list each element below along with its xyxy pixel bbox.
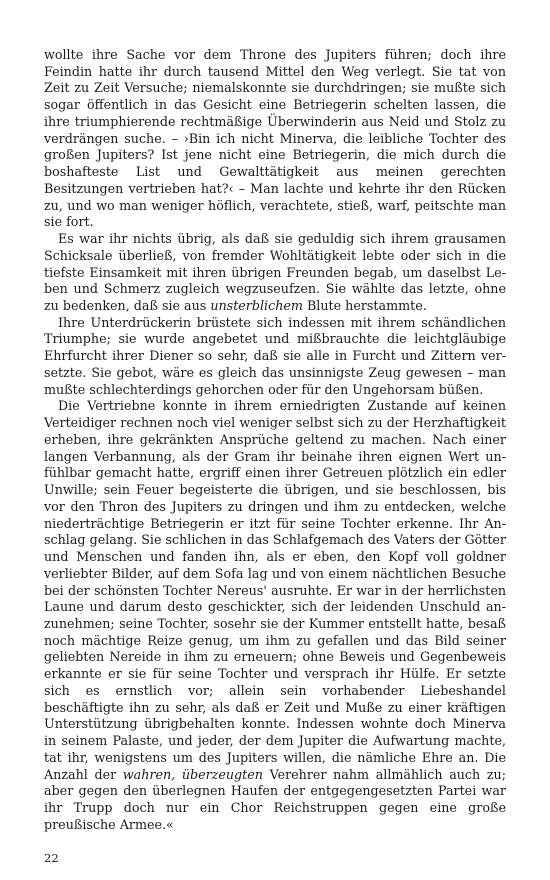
italic-text: wahren, überzeugten bbox=[122, 766, 263, 782]
text-run: Ihre Unterdrückerin brüstete sich indessen mit ihrem schändlichen Triumphe; sie wurde angebetet und mißbrauchte die leichtgläubige Ehrfurcht ihrer Diener so sehr, daß sie alle in Furcht und Zittern versetzte. Sie gebot, wäre es gleich das unsinnigste Zeug gewesen – man mußte schlechterdings gehorchen oder für den Ungehorsam büßen. bbox=[44, 314, 506, 397]
text-run: wollte ihre Sache vor dem Throne des Jupiters führen; doch ihre Feindin hatte ihr durch tausend Mittel den Weg verlegt. Sie tat von Zeit zu Zeit Versuche; niemalskonnte sie durchdringen; sie mußte sich sogar öffentlich in das Gesicht eine Betriegerin schelten lassen, die ihre triumphierende rechtmäßige Überwinderin aus Neid und Stolz zu verdrängen suche. – ›Bin ich nicht Minerva, die leibliche Tochter des großen Jupiters? Ist jene nicht eine Betriegerin, die mich durch die boshafteste List und Gewalttätigkeit aus meinen gerechten Besitzungen vertrieben hat?‹ – Man lachte und kehrte ihr den Rücken zu, und wo man weniger höflich, verachtete, stieß, warf, peitschte man sie fort. bbox=[44, 47, 506, 230]
body-paragraph bbox=[44, 315, 506, 399]
text-run: Es war ihr nichts übrig, als daß sie geduldig sich ihrem grausamen Schicksale überließ, von fremder Wohltätigkeit lebte oder sich in die tiefste Einsamkeit mit ihren übrigen Freunden begab, um daselbst Leben und Schmerz zugleich wegzuseufzen. Sie wählte das letzte, ohne zu bedenken, daß sie aus bbox=[44, 231, 506, 314]
body-paragraph bbox=[44, 398, 506, 833]
text-run: Verehrer nahm allmählich auch zu; aber gegen den überlegnen Haufen der entgegengesetzten Partei war ihr Trupp doch nur ein Chor Reichstruppen gegen eine große preußische Armee.« bbox=[44, 766, 506, 832]
italic-text: unsterblichem bbox=[210, 298, 303, 314]
page-number: 22 bbox=[44, 851, 59, 865]
page-text-block bbox=[44, 47, 506, 834]
body-paragraph bbox=[44, 231, 506, 315]
text-run: Blute herstammte. bbox=[302, 298, 427, 314]
text-run: Die Vertriebne konnte in ihrem erniedrigten Zustande auf keinen Verteidiger rechnen noch viel weniger selbst sich zu der Herzhaftigkeit erheben, ihre gekränkten Ansprüche geltend zu machen. Nach einer langen Verbannung, als der Gram ihr beinahe ihren eignen Wert unfühlbar gemacht hatte, ergriff einen ihrer Getreuen plötzlich ein edler Unwille; sein Feuer begeisterte die übrigen, und sie beschlossen, bis vor den Thron des Jupiters zu dringen und ihm zu entdecken, welche niederträchtige Betriegerin er itzt für seine Tochter erkenne. Ihr Anschlag gelang. Sie schlichen in das Schlafgemach des Vaters der Götter und Menschen und fanden ihn, als er eben, den Kopf voll goldner verliebter Bilder, auf dem Sofa lag und von einem nächtlichen Besuche bei der schönsten Tochter Nereus' ausruhte. Er war in der herrlichsten Laune und darum desto geschickter, sich der leidenden Unschuld anzunehmen; seine Tochter, sosehr sie der Kummer entstellt hatte, besaß noch mächtige Reize genug, um ihm zu gefallen und das Bild seiner geliebten Nereide in ihm zu erneuern; ohne Beweis und Gegenbeweis erkannte er sie für seine Tochter und versprach ihr Hülfe. Er setzte sich es ernstlich vor; allein sein vorhabender Liebeshandel beschäftigte ihn zu sehr, als daß er Zeit und Muße zu einer kräftigen Unterstützung übrigbehalten konnte. Indessen wohnte doch Minerva in seinem Palaste, und jeder, der dem Jupiter die Aufwartung machte, tat ihr, wenigstens um des Jupiters willen, die nämliche Ehre an. Die Anzahl der bbox=[44, 398, 506, 782]
body-paragraph bbox=[44, 47, 506, 231]
